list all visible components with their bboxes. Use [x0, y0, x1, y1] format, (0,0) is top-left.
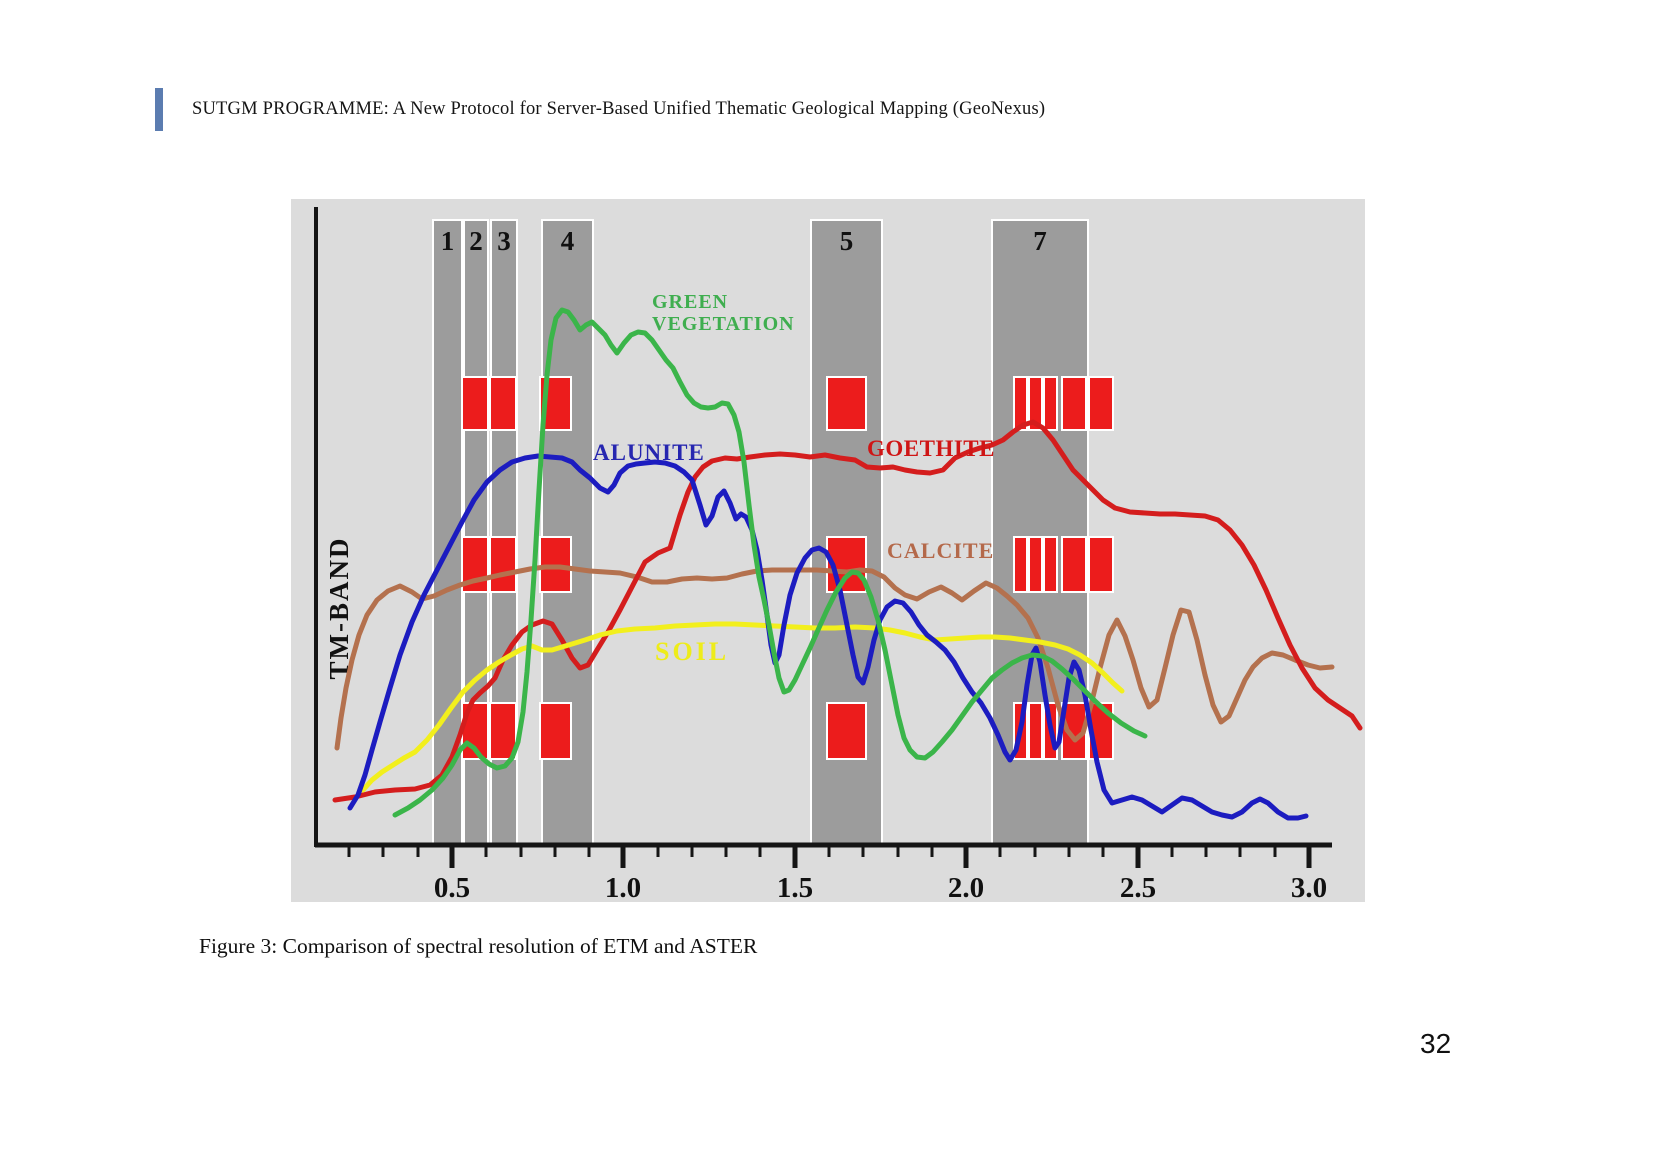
- aster-band-rect-row3: [827, 703, 866, 759]
- tm-band-number-1: 1: [440, 226, 455, 256]
- aster-band-rect-row2: [490, 537, 516, 592]
- aster-band-rect-row1: [827, 377, 866, 430]
- aster-band-rect-row2: [1044, 537, 1057, 592]
- x-tick-label: 1.0: [604, 872, 642, 902]
- curve-label-goethite: GOETHITE: [867, 436, 995, 461]
- aster-band-rect-row1: [490, 377, 516, 430]
- page-number: 32: [1420, 1028, 1452, 1059]
- curve-label-soil: SOIL: [655, 637, 730, 666]
- aster-band-rect-row3: [540, 703, 571, 759]
- tm-band-number-5: 5: [839, 226, 854, 256]
- aster-band-rect-row2: [1089, 537, 1113, 592]
- aster-band-rect-row3: [490, 703, 516, 759]
- tm-band-number-2: 2: [469, 226, 483, 256]
- aster-band-rect-row2: [1029, 537, 1042, 592]
- curve-label-green-vegetation: GREEN: [652, 291, 729, 313]
- x-tick-label: 2.5: [1119, 872, 1157, 902]
- aster-band-rect-row1: [1044, 377, 1057, 430]
- aster-band-rect-row1: [462, 377, 488, 430]
- tm-band-number-7: 7: [1033, 226, 1047, 256]
- x-tick-label: 0.5: [433, 872, 471, 902]
- y-axis-label: TM-BAND: [324, 536, 354, 680]
- aster-band-rect-row2: [1062, 537, 1086, 592]
- x-tick-label: 2.0: [947, 872, 985, 902]
- header-title: SUTGM PROGRAMME: A New Protocol for Server-Based Unified Thematic Geological Mapping (GeoNexus): [192, 99, 1046, 119]
- tm-band-number-4: 4: [560, 226, 575, 256]
- spectral-chart: [291, 199, 1365, 902]
- curve-label-calcite: CALCITE: [887, 538, 995, 563]
- figure-caption: Figure 3: Comparison of spectral resolution of ETM and ASTER: [199, 934, 758, 958]
- aster-band-rect-row1: [1062, 377, 1086, 430]
- header-accent-bar: [155, 88, 163, 131]
- curve-label-alunite: ALUNITE: [593, 440, 705, 465]
- aster-band-rect-row1: [1089, 377, 1113, 430]
- aster-band-rect-row3: [1029, 703, 1042, 759]
- page-header: [155, 88, 1045, 131]
- tm-band-number-3: 3: [497, 226, 511, 256]
- figure-3: [291, 199, 1365, 902]
- aster-band-rect-row2: [1014, 537, 1027, 592]
- x-tick-label: 3.0: [1290, 872, 1328, 902]
- x-tick-label: 1.5: [776, 872, 814, 902]
- curve-label-green-vegetation: VEGETATION: [652, 313, 795, 335]
